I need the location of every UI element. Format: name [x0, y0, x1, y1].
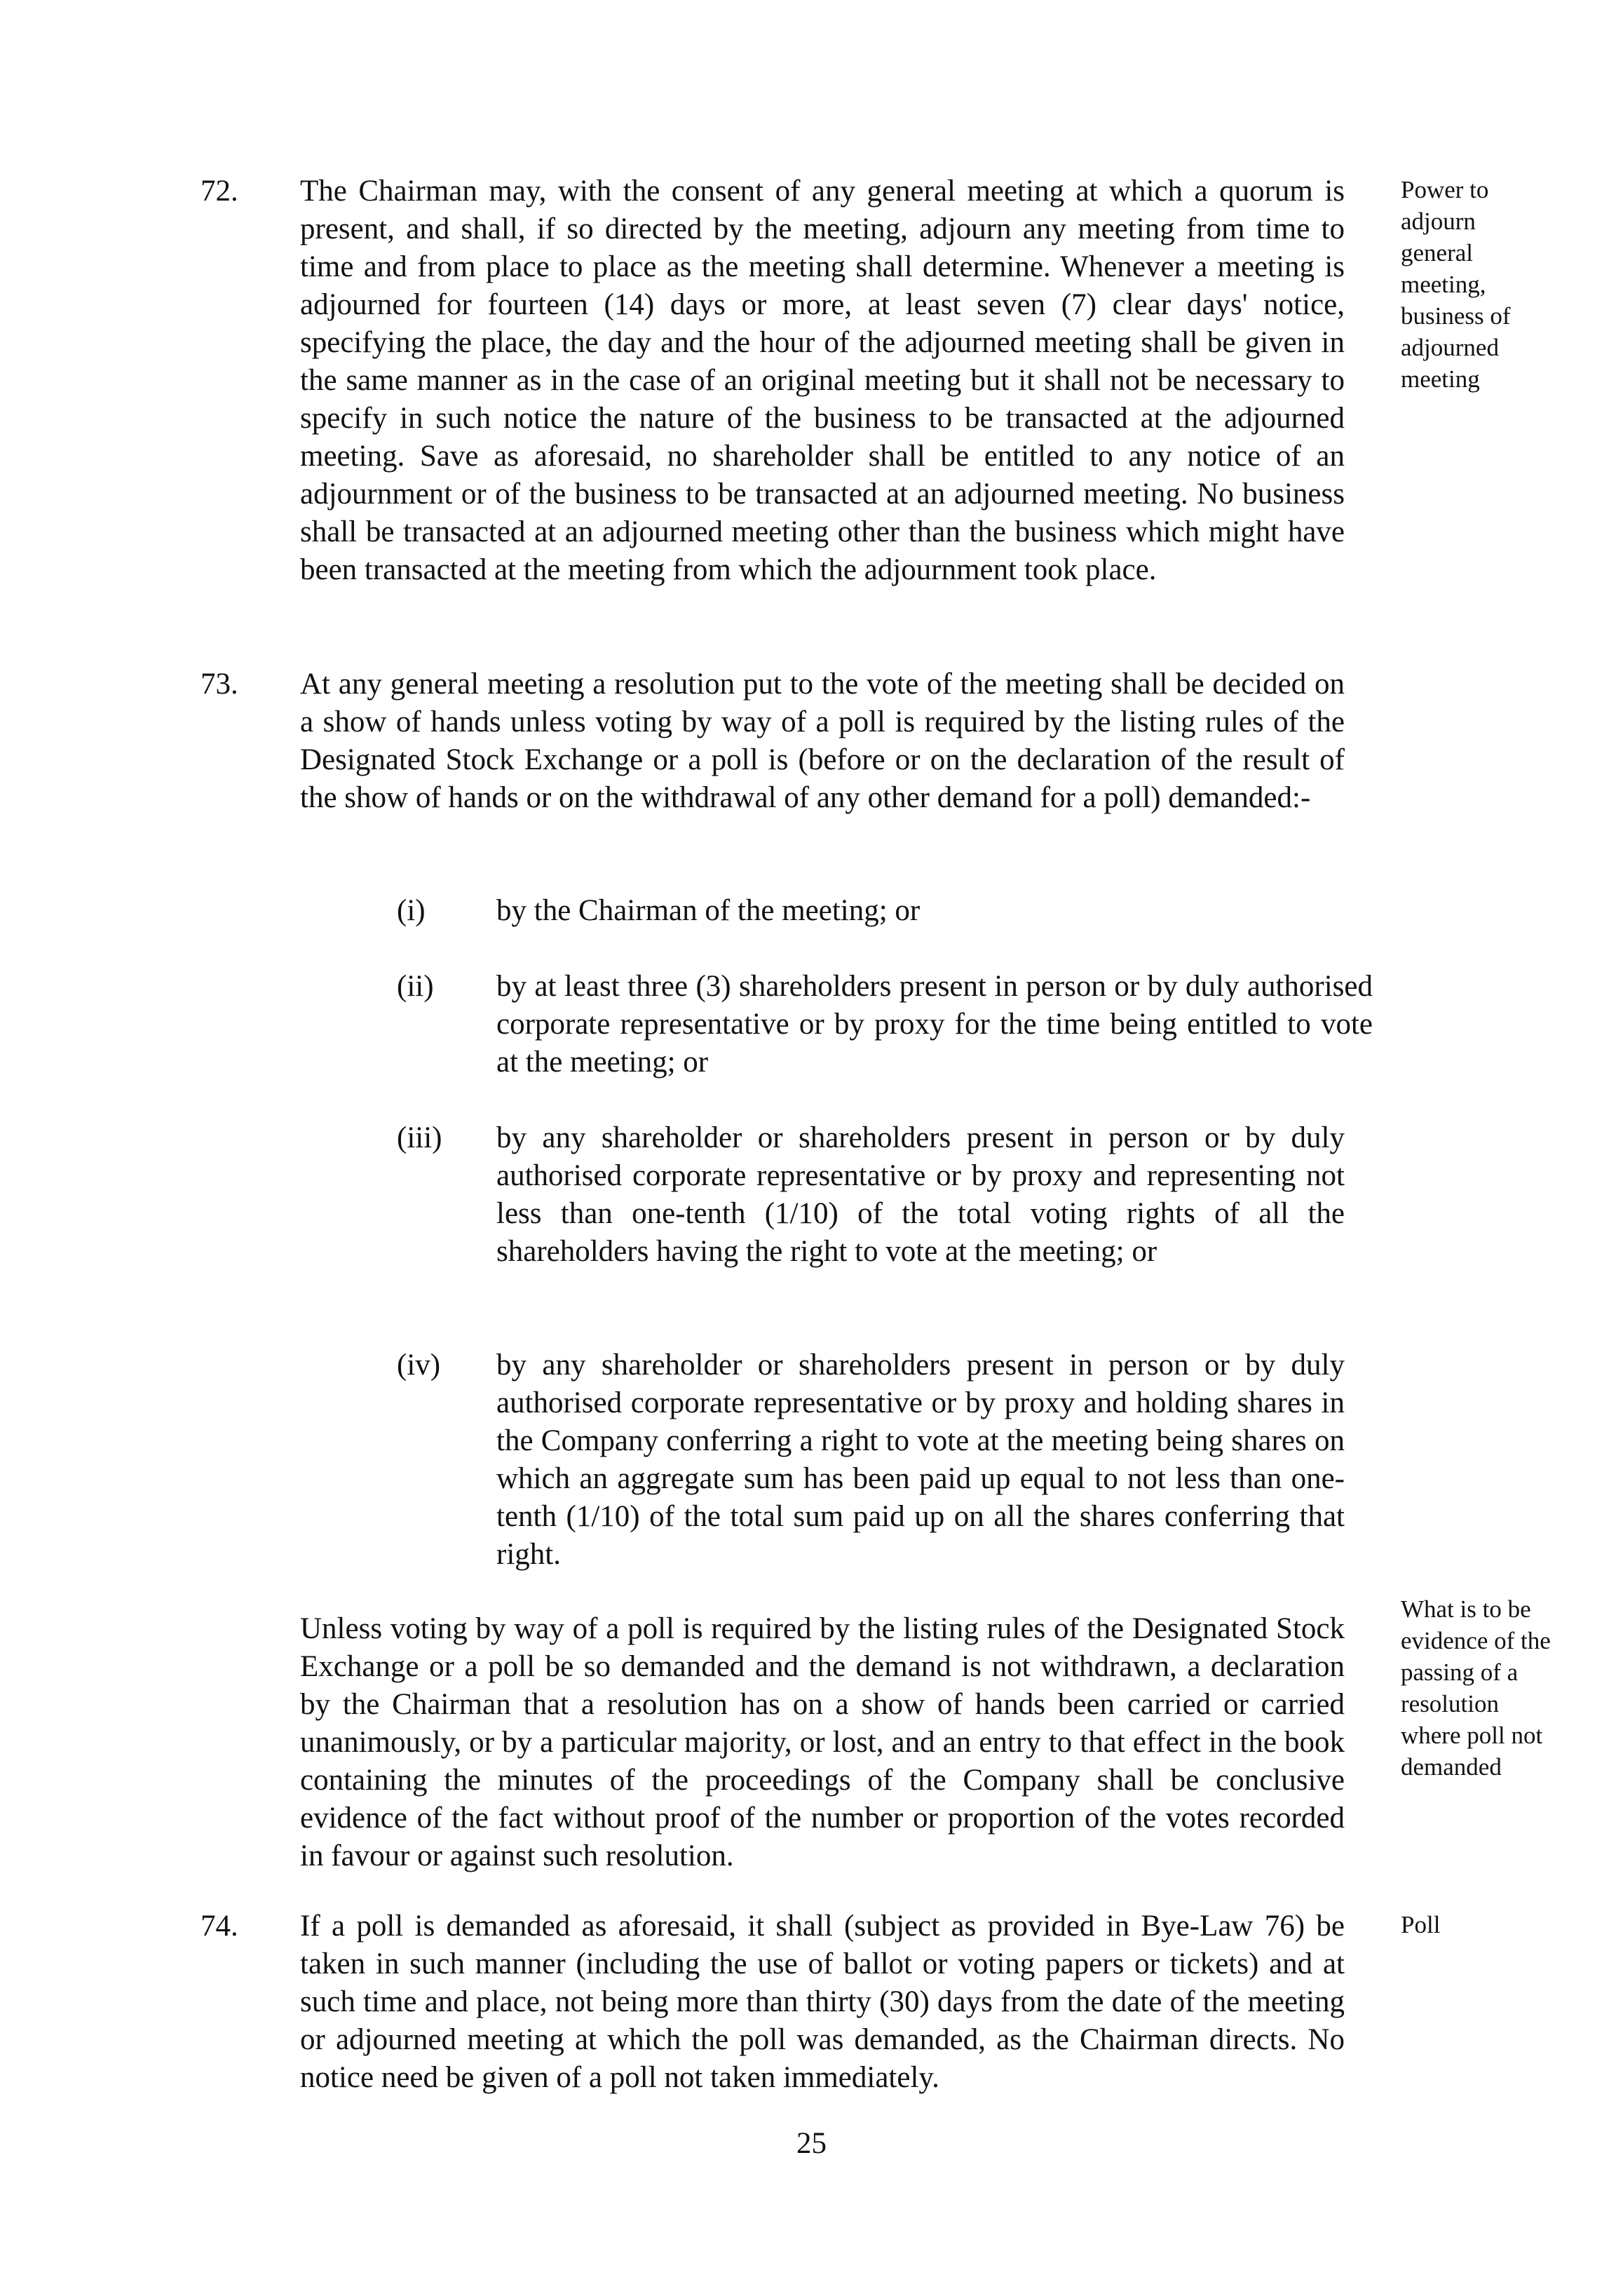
clause-72-margin-note: Power to adjourn general meeting, business of adjourned meeting — [1401, 176, 1511, 393]
clause-73-item-label-iv: (iv) — [397, 1349, 441, 1382]
clause-73-item-text-i: by the Chairman of the meeting; or — [496, 894, 921, 927]
clause-74-number: 74. — [201, 1910, 238, 1943]
page-number: 25 — [796, 2127, 827, 2160]
clause-74-margin-note: Poll — [1401, 1911, 1441, 1938]
clause-73-item-text-iii: by any shareholder or shareholders present in person or by duly authorised corporate representative or by proxy and representing not less than one-tenth (1/10) of the total voting rights of all the shareholders having the right to vote at the meeting; or — [496, 1121, 1345, 1268]
clause-73-item-label-i: (i) — [397, 894, 426, 927]
clause-72-text: The Chairman may, with the consent of any general meeting at which a quorum is present, and shall, if so directed by the meeting, adjourn any meeting from time to time and from place to place as the meeting shall determine. Whenever a meeting is adjourned for fourteen (14) days or more, at least seven (7) clear days' notice, specifying the place, the day and the hour of the adjourned meeting shall be given in the same manner as in the case of an original meeting but it shall not be necessary to specify in such notice the nature of the business to be transacted at the adjourned meeting. Save as aforesaid, no shareholder shall be entitled to any notice of an adjournment or of the business to be transacted at an adjourned meeting. No business shall be transacted at an adjourned meeting other than the business which might have been transacted at the meeting from which the adjournment took place. — [300, 175, 1345, 586]
clause-73-item-label-iii: (iii) — [397, 1121, 442, 1154]
clause-73-item-text-iv: by any shareholder or shareholders present in person or by duly authorised corporate representative or by proxy and holding shares in the Company conferring a right to vote at the meeting being shares on which an aggregate sum has been paid up equal to not less than one-tenth (1/10) of the total sum paid up on all the shares conferring that right. — [496, 1349, 1345, 1571]
clause-73-item-text-ii: by at least three (3) shareholders present in person or by duly authorised corporate representative or by proxy for the time being entitled to vote at the meeting; or — [496, 970, 1373, 1079]
clause-73-continuation: Unless voting by way of a poll is required by the listing rules of the Designated Stock Exchange or a poll be so demanded and the demand is not withdrawn, a declaration by the Chairman that a resolution has on a show of hands been carried or carried unanimously, or by a particular majority, or lost, and an entry to that effect in the book containing the minutes of the proceedings of the Company shall be conclusive evidence of the fact without proof of the number or proportion of the votes recorded in favour or against such resolution. — [300, 1612, 1345, 1872]
clause-73-text: At any general meeting a resolution put to the vote of the meeting shall be decided on a show of hands unless voting by way of a poll is required by the listing rules of the Designated Stock Exchange or a poll is (before or on the declaration of the result of the show of hands or on the withdrawal of any other demand for a poll) demanded:- — [300, 668, 1345, 814]
clause-73-continuation-margin-note: What is to be evidence of the passing of a resolution where poll not demanded — [1401, 1595, 1551, 1781]
clause-73-number: 73. — [201, 668, 238, 701]
clause-74-text: If a poll is demanded as aforesaid, it shall (subject as provided in Bye-Law 76) be taken in such manner (including the use of ballot or voting papers or tickets) and at such time and place, not being more than thirty (30) days from the date of the meeting or adjourned meeting at which the poll was demanded, as the Chairman directs. No notice need be given of a poll not taken immediately. — [300, 1910, 1345, 2094]
clause-72-number: 72. — [201, 175, 238, 208]
clause-73-item-label-ii: (ii) — [397, 970, 434, 1003]
